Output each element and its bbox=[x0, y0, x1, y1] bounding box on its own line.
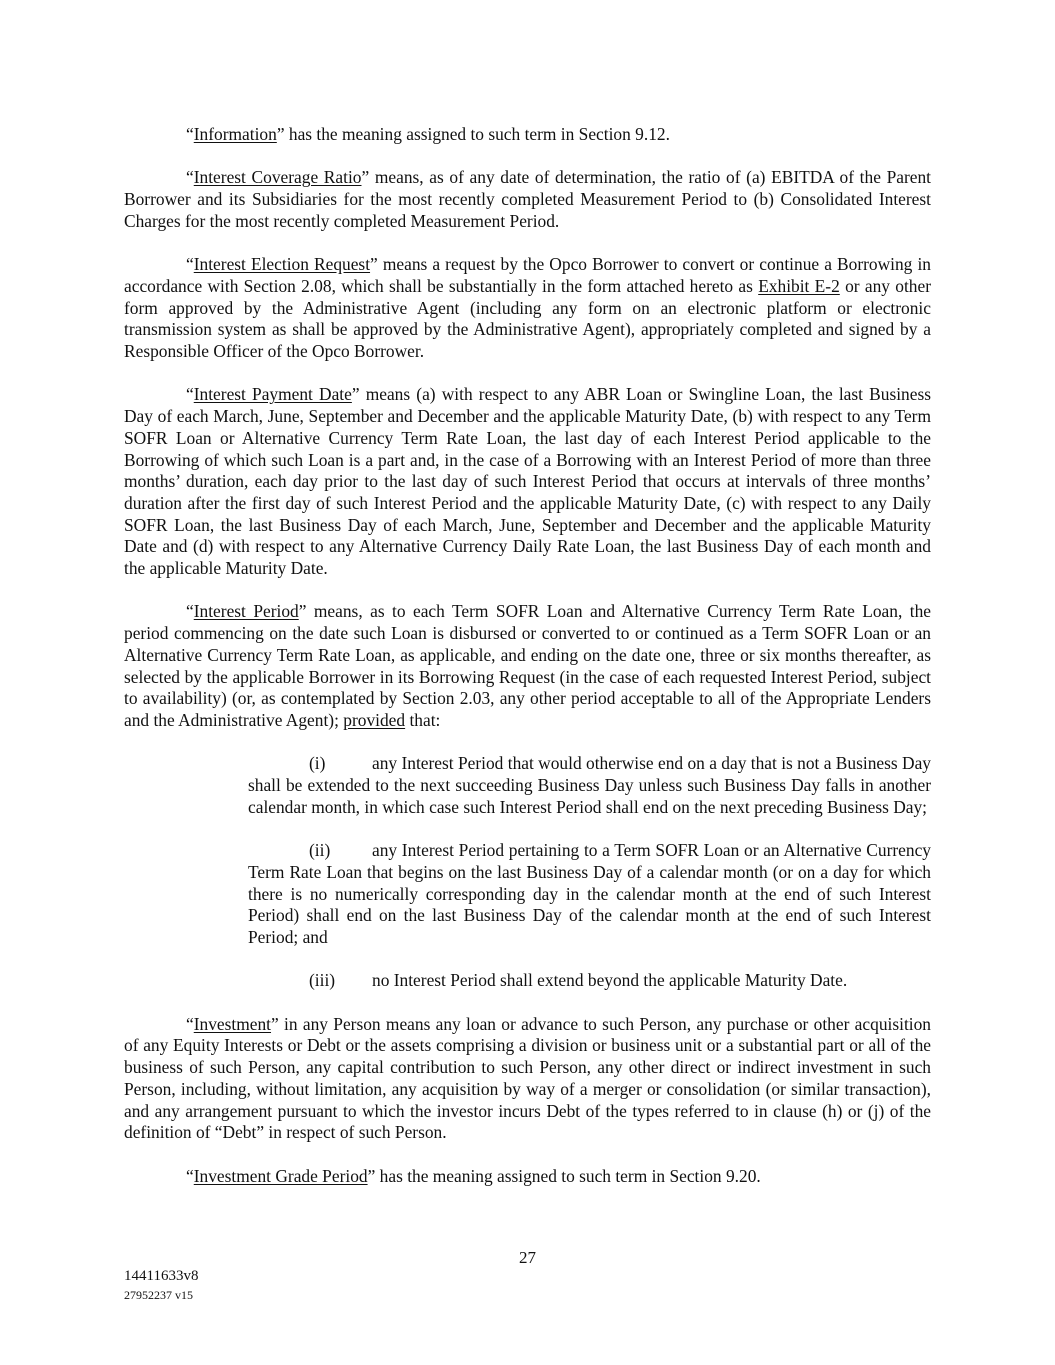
defined-term: Investment bbox=[193, 1013, 272, 1034]
defined-term: Investment Grade Period bbox=[193, 1165, 368, 1186]
definition-text: ” means, as of any date of determination, the ratio of (a) EBITDA of the Parent Borrower and its Subsidiaries for the most recently completed Measurement Period to (b) Consolidated Interest Charges for the most recently completed Measurement Period. bbox=[124, 167, 931, 231]
quote: “ bbox=[186, 1013, 194, 1034]
definition-interest-election-request bbox=[124, 254, 931, 363]
quote: “ bbox=[186, 601, 194, 622]
document-id-primary: 14411633v8 bbox=[124, 1268, 199, 1284]
definition-text: ” has the meaning assigned to such term in Section 9.20. bbox=[367, 1165, 761, 1186]
defined-term: Interest Coverage Ratio bbox=[193, 167, 362, 188]
quote: “ bbox=[186, 254, 194, 275]
definition-text: or any other form approved by the Administrative Agent (including any form on an electronic platform or electronic transmission system as shall be approved by the Administrative Agent), appropriately completed and signed by a Responsible Officer of the Opco Borrower. bbox=[124, 275, 931, 361]
clause-label: (i) bbox=[309, 753, 326, 774]
definition-text: ” has the meaning assigned to such term in Section 9.12. bbox=[276, 124, 670, 144]
quote: “ bbox=[186, 1165, 194, 1186]
definition-investment-grade-period bbox=[124, 1166, 931, 1188]
clause-item bbox=[248, 753, 931, 818]
clause-item bbox=[248, 970, 931, 992]
definition-text: that: bbox=[405, 709, 441, 730]
definition-interest-period bbox=[124, 601, 931, 731]
page-number: 27 bbox=[519, 1248, 536, 1267]
quote: “ bbox=[186, 384, 194, 405]
quote: “ bbox=[186, 167, 194, 188]
clause-text: no Interest Period shall extend beyond the applicable Maturity Date. bbox=[372, 970, 848, 991]
definition-text: ” means (a) with respect to any ABR Loan or Swingline Loan, the last Business Day of each March, June, September and December and the applicable Maturity Date, (b) with respect to any Term SOFR Loan or Alternative Currency Term Rate Loan, the last day of each Interest Period applicable to the Borrowing of which such Loan is a part and, in the case of a Borrowing with an Interest Period of more than three months’ duration, each day prior to the last day of such Interest Period that occurs at intervals of three months’ duration after the first day of such Interest Period and the applicable Maturity Date, (c) with respect to any Daily SOFR Loan, the last Business Day of each March, June, September and December and the applicable Maturity Date and (d) with respect to any Alternative Currency Daily Rate Loan, the last Business Day of each month and the applicable Maturity Date. bbox=[124, 384, 931, 579]
document-page bbox=[124, 124, 931, 1209]
definition-information bbox=[124, 124, 931, 146]
clause-text: any Interest Period that would otherwise end on a day that is not a Business Day shall be extended to the next succeeding Business Day unless such Business Day falls in another calendar month, in which case such Interest Period shall end on the next preceding Business Day; bbox=[248, 753, 931, 817]
definition-text: ” in any Person means any loan or advance to such Person, any purchase or other acquisition of any Equity Interests or Debt or the assets comprising a division or business unit or a substantial part or all of the business of such Person, any capital contribution to such Person, any other direct or indirect investment in such Person, including, without limitation, any acquisition by way of a merger or consolidation (or similar transaction), and any arrangement pursuant to which the investor incurs Debt of the types referred to in clause (h) or (j) of the definition of “Debt” in respect of such Person. bbox=[124, 1013, 931, 1143]
clause-label: (iii) bbox=[309, 970, 336, 991]
defined-term: Information bbox=[193, 124, 277, 144]
definition-investment bbox=[124, 1014, 931, 1144]
clause-label: (ii) bbox=[309, 840, 331, 861]
defined-term: Interest Election Request bbox=[193, 254, 371, 275]
definition-interest-payment-date bbox=[124, 384, 931, 579]
clause-item bbox=[248, 840, 931, 949]
defined-term: Interest Period bbox=[193, 601, 299, 622]
definition-text: ” means, as to each Term SOFR Loan and Alternative Currency Term Rate Loan, the period commencing on the date such Loan is disbursed or converted to or continued as a Term SOFR Loan or an Alternative Currency Term Rate Loan, as applicable, and ending on the date one, three or six months thereafter, as selected by the applicable Borrower in its Borrowing Request (in the case of each requested Interest Period, subject to availability) (or, as contemplated by Section 2.03, any other period acceptable to all of the Appropriate Lenders and the Administrative Agent); bbox=[124, 601, 931, 730]
quote: “ bbox=[186, 124, 194, 144]
definition-text: ” means a request by the Opco Borrower to convert or continue a Borrowing in accordance with Section 2.08, which shall be substantially in the form attached hereto as bbox=[124, 254, 931, 296]
provided-term: provided bbox=[343, 709, 406, 730]
defined-term: Interest Payment Date bbox=[193, 384, 352, 405]
exhibit-reference: Exhibit E-2 bbox=[758, 275, 840, 296]
document-id-secondary: 27952237 v15 bbox=[124, 1288, 193, 1302]
definition-interest-coverage-ratio bbox=[124, 167, 931, 232]
clause-text: any Interest Period pertaining to a Term SOFR Loan or an Alternative Currency Term Rate Loan that begins on the last Business Day of a calendar month (or on a day for which there is no numerically corresponding day in the calendar month at the end of such Interest Period) shall end on the last Business Day of the calendar month at the end of such Interest Period; and bbox=[248, 840, 931, 947]
